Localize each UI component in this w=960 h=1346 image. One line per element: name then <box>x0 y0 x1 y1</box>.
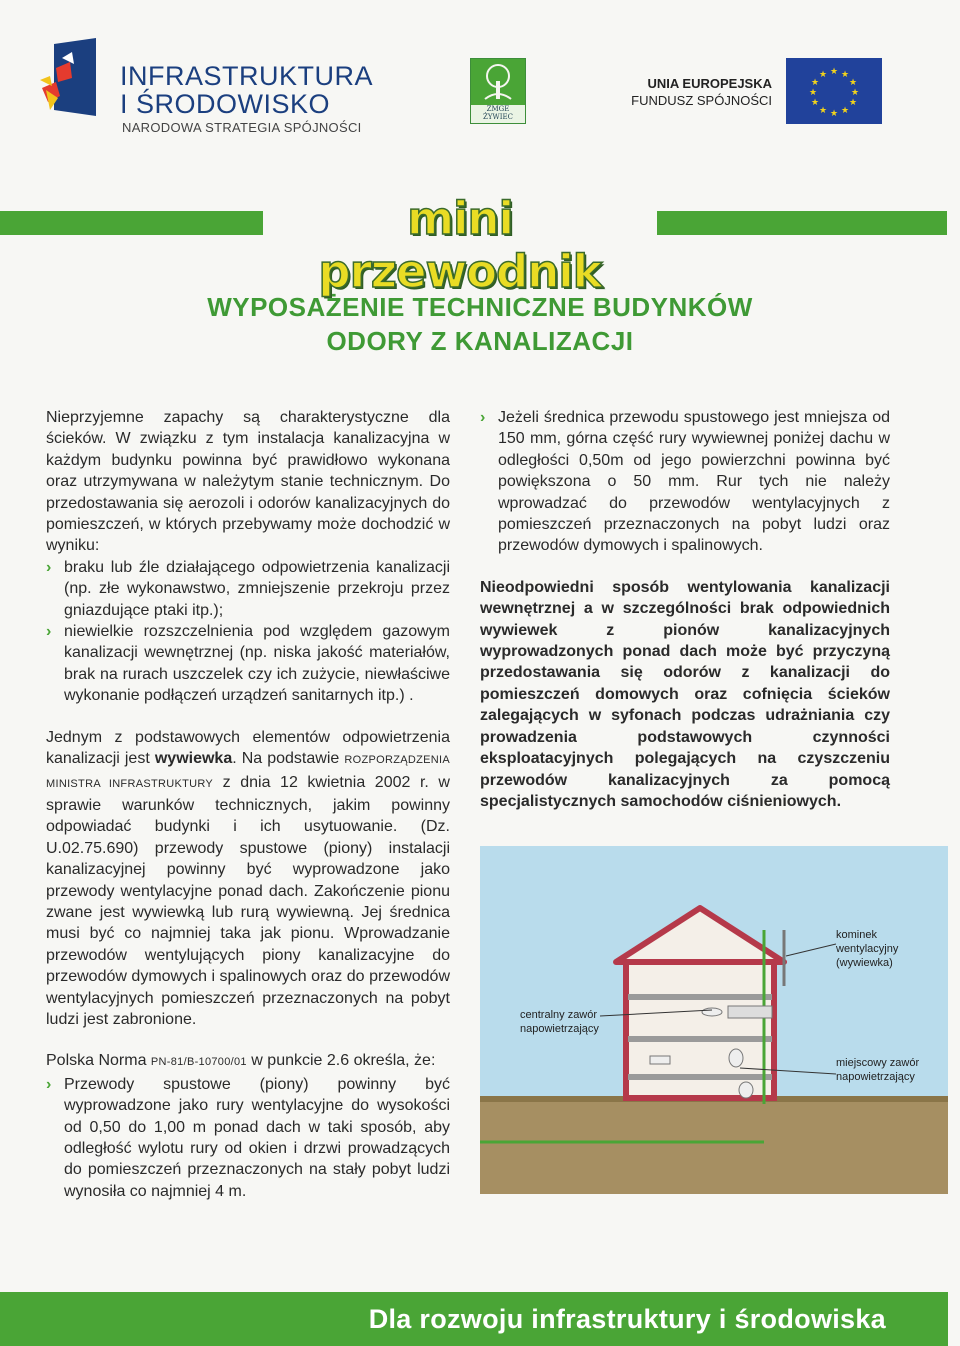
banner-title: mini przewodnik <box>318 192 602 298</box>
svg-text:★: ★ <box>818 70 828 80</box>
svg-text:★: ★ <box>808 88 818 98</box>
bold-paragraph: Nieodpowiedni sposób wentylowania kanalizacji wewnętrznej a w szczególności brak odpowiednich wywiewek z pionów kanalizacyjnych wyprowadzonych ponad dach może być przyczyną przedostawania się odorów z kanalizacji do pomieszczeń domowych oraz cofnięcia ścieków zalegających w syfonach podczas udrażniania czy prowadzenia podstawowych czynności eksploatacyjnych polegających na czyszczeniu przewodów kanalizacyjnych za pomocą specjalistycznych samochodów ciśnieniowych. <box>480 578 890 810</box>
wywiewka-paragraph: Jednym z podstawowych elementów odpowietrzenia kanalizacji jest wywiewka. Na podstawie ROZPORZĄDZENIA MINISTRA INFRASTRUKTURY z dnia 12 kwietnia 2002 r. w sprawie warunków technicznych, jakim powinny odpowiadać budynki i ich usytuowanie. (Dz. U.02.75.690) przewody spustowe (piony) instalacji kanalizacyjnej powinny być wyprowadzone jako przewody wentylacyjne ponad dach. Zakończenie pionu zwane jest wywiewką lub rurą wywiewną. Jej średnica musi być co najmniej taka jak pionu. Wprowadzanie przewodów wentylujących piony kanalizacyjne do przewodów dymowych i spalinowych oraz do przewodów wentylacyjnych pomieszczeń przeznaczonych na pobyt ludzi jest zabronione. <box>46 728 451 1028</box>
svg-text:★: ★ <box>829 109 839 119</box>
list-item: › Jeżeli średnica przewodu spustowego jest mniejsza od 150 mm, górna część rury wywiewnej poniżej dachu w odległości 0,50m od jego powierzchni powinna być powiększona o 50 mm. Rur tych nie należy wprowadzać do przewodów wentylacyjnych z pomieszczeń przeznaczonych na pobyt ludzi oraz przewodów dymowych i spalinowych. <box>480 409 890 555</box>
svg-text:★: ★ <box>848 98 858 108</box>
banner-bar-left <box>0 211 263 235</box>
label-central-valve: centralny zawór napowietrzający <box>520 1009 599 1035</box>
left-column <box>46 407 450 1202</box>
intro-paragraph: Nieprzyjemne zapachy są charakterystyczne dla ścieków. W związku z tym instalacja kanalizacyjna w każdym budynku powinna być prawidłowo wykonana oraz utrzymywana w należytym stanie technicznym. Do przedostawania się aerozoli i odorów kanalizacyjnych do pomieszczeń, w których przebywamy może dochodzić w wyniku: <box>46 409 450 555</box>
svg-text:★: ★ <box>818 106 828 116</box>
infrastruktura-logo-icon <box>40 38 98 116</box>
label-local-valve: miejscowy zawór napowietrzający <box>836 1057 920 1083</box>
norm-paragraph: Polska Norma PN-81/B-10700/01 w punkcie 2.6 określa, że: <box>46 1052 436 1070</box>
eu-flag-icon <box>786 58 882 124</box>
eu-fund-label: UNIA EUROPEJSKA FUNDUSZ SPÓJNOŚCI <box>631 76 772 108</box>
list-item: › niewielkie rozszczelnienia pod względem gazowym kanalizacji wewnętrznej (np. niska jakość materiałów, brak na rurach uszczelek czy ich zużycie, niewłaściwe wykonanie podłączeń urządzeń sanitarnych itp.) . <box>46 623 450 705</box>
zmge-logo <box>470 58 526 124</box>
svg-text:★: ★ <box>840 106 850 116</box>
zmge-label-line2: ŻYWIEC <box>483 113 513 121</box>
list-item: › Przewody spustowe (piony) powinny być wyprowadzone jako rury wentylacyjne do wysokości od 0,50 do 1,00 m ponad dach w taki sposób, aby odległość wylotu rury od okien i drzwi prowadzących do pomieszczeń przeznaczonych na stały pobyt ludzi wynosiła co najmniej 4 m. <box>46 1075 450 1200</box>
page-heading: WYPOSAŻENIE TECHNICZNE BUDYNKÓW ODORY Z KANALIZACJI <box>207 292 753 356</box>
svg-text:★: ★ <box>850 88 860 98</box>
svg-text:★: ★ <box>810 98 820 108</box>
svg-text:★: ★ <box>848 78 858 88</box>
svg-text:★: ★ <box>840 70 850 80</box>
banner-bar-right <box>657 211 947 235</box>
house-ventilation-diagram <box>480 846 948 1194</box>
svg-text:★: ★ <box>829 67 839 77</box>
logo-title: INFRASTRUKTURA I ŚRODOWISKO <box>120 61 374 119</box>
tree-icon <box>471 59 525 105</box>
svg-text:★: ★ <box>810 78 820 88</box>
footer-slogan: Dla rozwoju infrastruktury i środowiska <box>368 1304 886 1334</box>
list-item: › braku lub źle działającego odpowietrzenia kanalizacji (np. złe wykonawstwo, zmniejszenie przekroju przez gniazdujące ptaki itp.); <box>46 558 450 619</box>
logo-subtitle: NARODOWA STRATEGIA SPÓJNOŚCI <box>122 120 362 135</box>
label-kominek: kominek wentylacyjny (wywiewka) <box>836 929 899 969</box>
right-column <box>480 407 890 812</box>
zmge-label-line1: ZMGE <box>486 105 510 113</box>
